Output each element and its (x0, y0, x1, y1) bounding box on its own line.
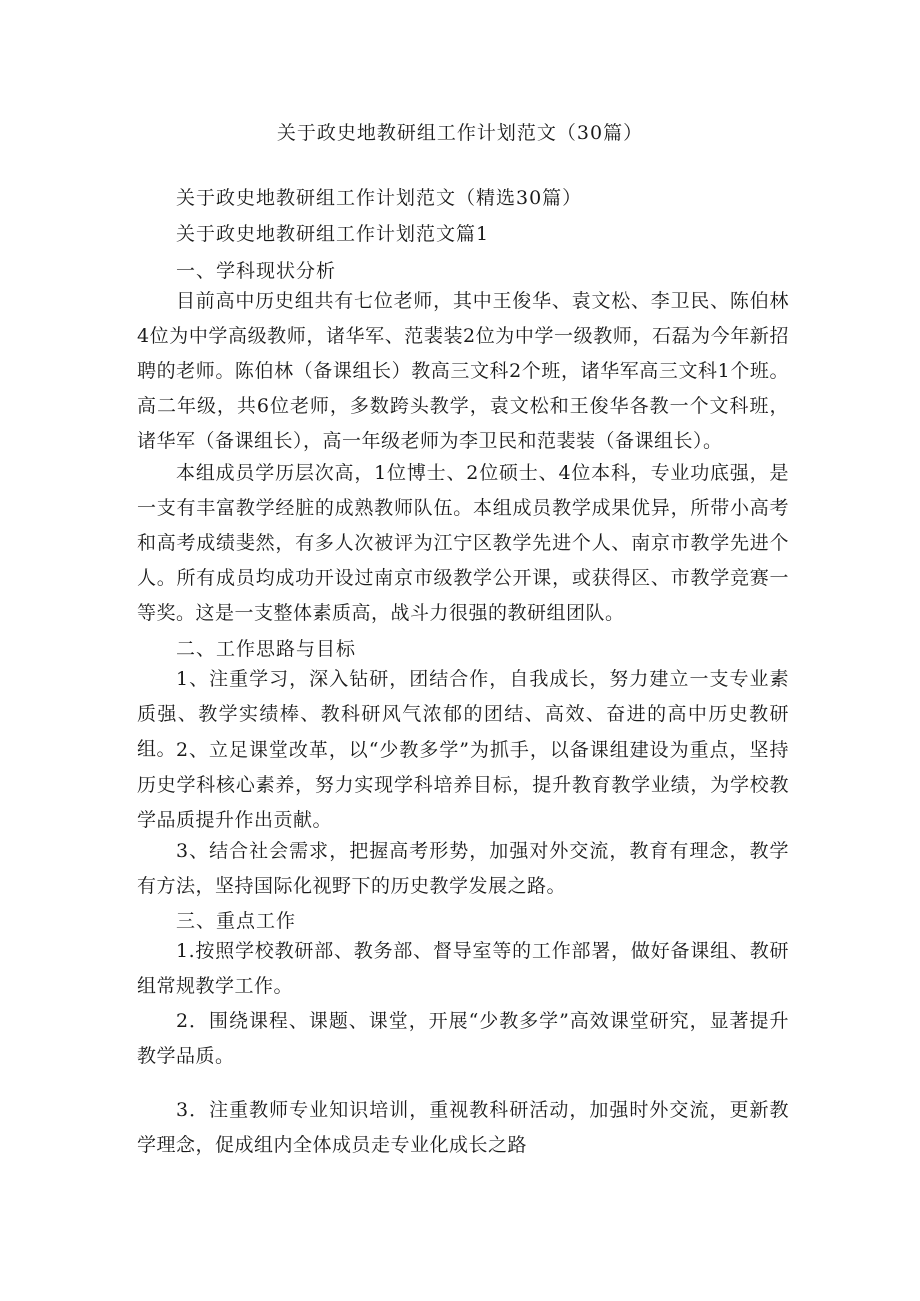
section-heading-key-work: 三、重点工作 (176, 910, 297, 932)
paragraph-goal-2: 2、立足课堂改革，以“少教多学”为抓手，以备课组建设为重点，坚持历史学科核心素养，努力实现学科培养目标，提升教育教学业绩，为学校教学品质提升作出贡献。 (137, 739, 789, 831)
paragraph-key-work-3: 3．注重教师专业知识培训，重视教科研活动，加强时外交流，更新教学理念，促成组内全体成员走专业化成长之路 (137, 1099, 789, 1156)
paragraph-key-work-1: 1.按照学校教研部、教务部、督导室等的工作部署，做好备课组、教研组常规教学工作。 (137, 940, 789, 997)
document-title: 关于政史地教研组工作计划范文（30篇） (276, 122, 644, 144)
paragraph-goal-3: 3、结合社会需求，把握高考形势，加强对外交流，教育有理念，教学有方法，坚持国际化视野下的历史教学发展之路。 (137, 840, 789, 897)
paragraph-key-work-2: 2．围绕课程、课题、课堂，开展“少教多学”高效课堂研究，显著提升教学品质。 (137, 1010, 789, 1067)
paragraph-staff-overview: 目前高中历史组共有七位老师，其中王俊华、袁文松、李卫民、陈伯林4位为中学高级教师，诸华军、范裴装2位为中学一级教师，石磊为今年新招聘的老师。陈伯林（备课组长）教高三文科2个班，诸华军高三文科1个班。高二年级，共6位老师，多数跨头教学，袁文松和王俊华各教一个文科班，诸华军（备课组长），高一年级老师为李卫民和范裴装（备课组长）。 (137, 290, 789, 452)
article-heading: 关于政史地教研组工作计划范文篇1 (176, 223, 490, 245)
document-subtitle: 关于政史地教研组工作计划范文（精选30篇） (176, 187, 583, 209)
section-heading-goals: 二、工作思路与目标 (176, 638, 357, 660)
section-heading-status: 一、学科现状分析 (176, 260, 337, 282)
paragraph-team-quality: 本组成员学历层次高，1位博士、2位硕士、4位本科，专业功底强，是一支有丰富教学经脏的成熟教师队伍。本组成员教学成果优异，所带小高考和高考成绩斐然，有多人次被评为江宁区教学先进个人、南京市教学先进个人。所有成员均成功开设过南京市级教学公开课，或获得区、市教学竞赛一等奖。这是一支整体素质高，战斗力很强的教研组团队。 (137, 462, 789, 624)
paragraph-goal-1: 1、注重学习，深入钻研，团结合作，自我成长，努力建立一支专业素质强、教学实绩棒、教科研风气浓郁的团结、高效、奋进的高中历史教研组。 (137, 668, 789, 760)
